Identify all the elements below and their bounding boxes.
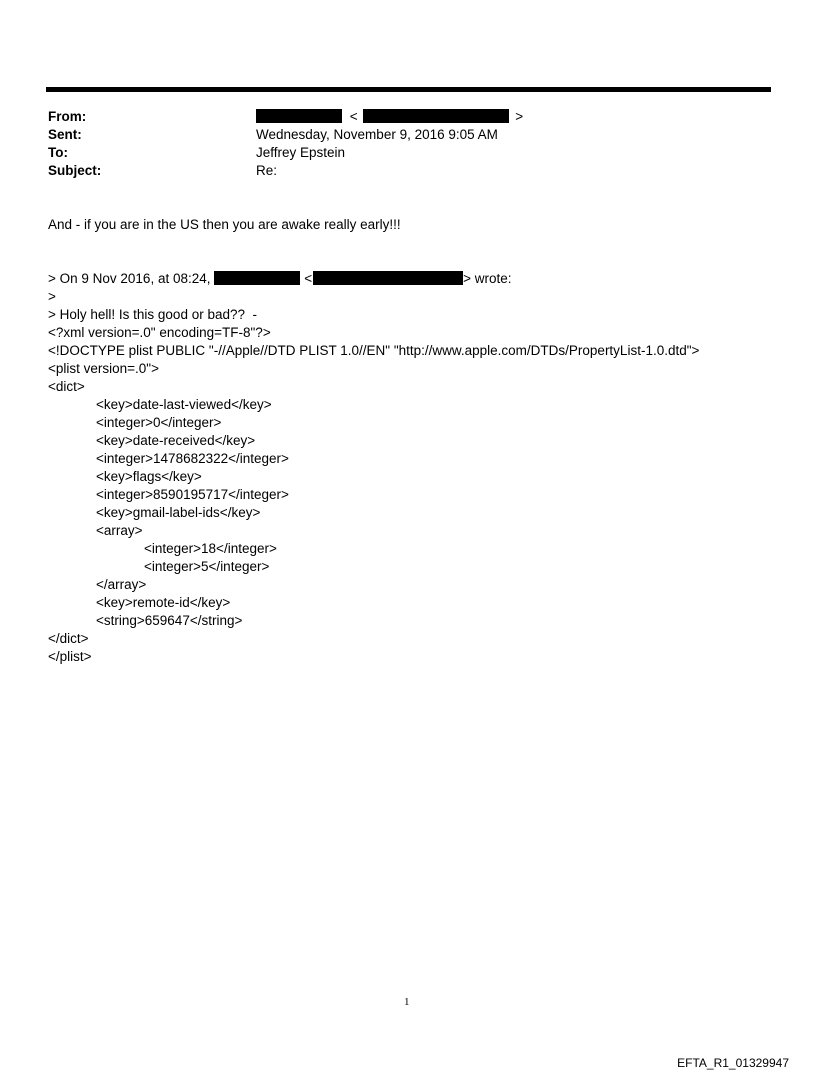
redacted-name: [214, 271, 300, 285]
from-lt: <: [349, 109, 358, 124]
sent-value: Wednesday, November 9, 2016 9:05 AM: [256, 127, 498, 142]
to-label: To:: [48, 145, 68, 160]
xml-line: </plist>: [48, 649, 92, 664]
redacted-email: [363, 109, 509, 123]
reply-text: And - if you are in the US then you are awake really early!!!: [48, 217, 401, 232]
xml-line: <array>: [96, 523, 143, 538]
quote-blank: >: [48, 289, 56, 304]
xml-line: <dict>: [48, 379, 85, 394]
xml-line: </dict>: [48, 631, 89, 646]
xml-line: <key>date-received</key>: [96, 433, 256, 448]
xml-line: <integer>8590195717</integer>: [96, 487, 289, 502]
redacted-email: [313, 271, 463, 285]
xml-line: <!DOCTYPE plist PUBLIC "-//Apple//DTD PLIST 1.0//EN" "http://www.apple.com/DTDs/PropertyList-1.0.dtd">: [48, 343, 700, 358]
from-gt: >: [515, 109, 524, 124]
xml-line: <?xml version=.0" encoding=TF-8"?>: [48, 325, 271, 340]
to-value: Jeffrey Epstein: [256, 145, 346, 160]
subject-label: Subject:: [48, 163, 102, 178]
quote-suffix: > wrote:: [463, 271, 512, 286]
xml-line: <key>gmail-label-ids</key>: [96, 505, 261, 520]
subject-value: Re:: [256, 163, 278, 178]
xml-line: <key>remote-id</key>: [96, 595, 231, 610]
xml-line: </array>: [96, 577, 147, 592]
from-label: From:: [48, 109, 87, 124]
quote-attribution: [48, 270, 512, 288]
xml-line: <integer>18</integer>: [144, 541, 277, 556]
xml-line: <string>659647</string>: [96, 613, 243, 628]
xml-line: <key>date-last-viewed</key>: [96, 397, 272, 412]
document-id: EFTA_R1_01329947: [677, 1056, 789, 1070]
quote-prefix: > On 9 Nov 2016, at 08:24,: [48, 271, 211, 286]
xml-line: <integer>1478682322</integer>: [96, 451, 289, 466]
xml-line: <integer>5</integer>: [144, 559, 270, 574]
page-number: 1: [404, 996, 410, 1008]
sent-label: Sent:: [48, 127, 82, 142]
quote-line: > Holy hell! Is this good or bad?? -: [48, 307, 257, 322]
from-value: [256, 108, 523, 126]
xml-line: <plist version=.0">: [48, 361, 159, 376]
xml-line: <key>flags</key>: [96, 469, 202, 484]
quote-lt: <: [304, 271, 313, 286]
header-rule: [46, 87, 771, 92]
xml-line: <integer>0</integer>: [96, 415, 222, 430]
redacted-name: [256, 109, 342, 123]
